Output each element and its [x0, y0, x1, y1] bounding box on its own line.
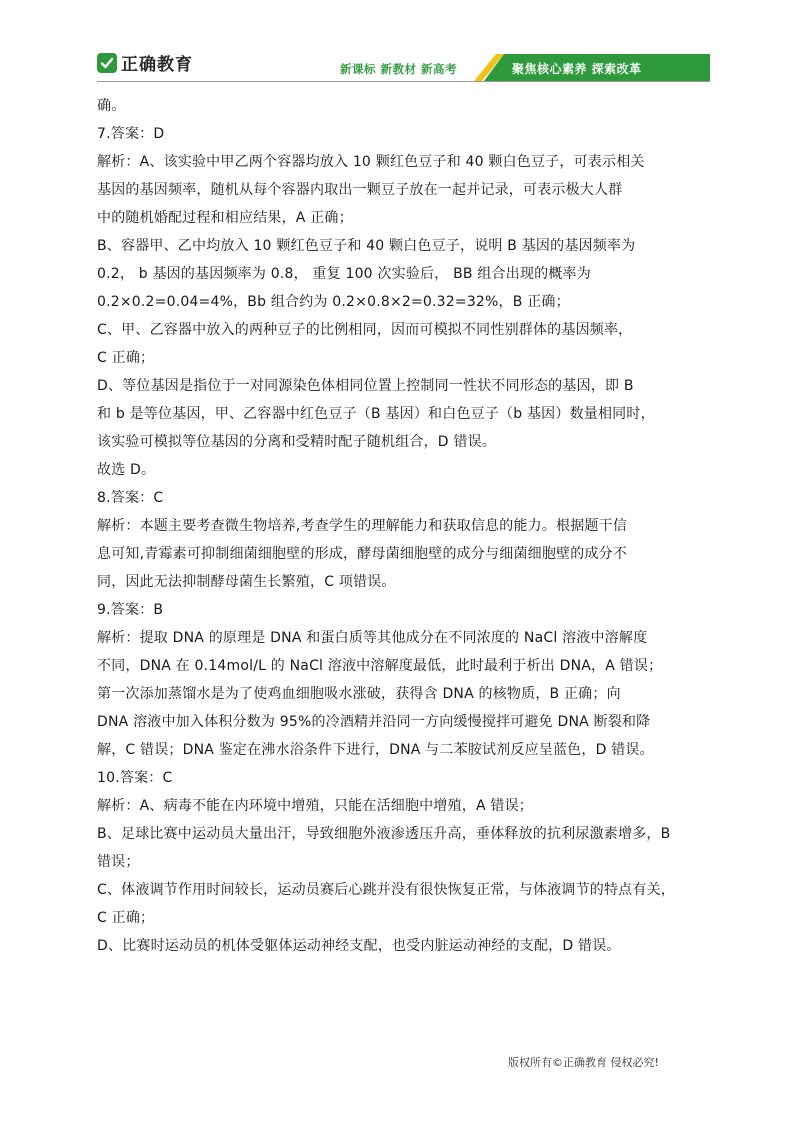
text-line: B、足球比赛中运动员大量出汗，导致细胞外液渗透压升高，垂体释放的抗利尿激素增多，B	[97, 826, 671, 842]
text-line: 10.答案：C	[97, 770, 173, 786]
text-line: C、体液调节作用时间较长，运动员赛后心跳并没有很快恢复正常，与体液调节的特点有关，	[97, 882, 675, 898]
text-line: 0.2， b 基因的基因频率为 0.8， 重复 100 次实验后， BB 组合出现的概率为	[97, 266, 591, 282]
text-line: 基因的基因频率，随机从每个容器内取出一颗豆子放在一起并记录，可表示极大人群	[97, 182, 623, 198]
text-line: C 正确；	[97, 350, 155, 366]
checkmark-icon	[97, 53, 117, 73]
text-line: 解析：提取 DNA 的原理是 DNA 和蛋白质等其他成分在不同浓度的 NaCl 溶液中溶解度	[97, 630, 648, 646]
text-line: 解析：A、病毒不能在内环境中增殖，只能在活细胞中增殖，A 错误；	[97, 798, 534, 814]
footer-copyright: 版权所有©正确教育 侵权必究!	[508, 1056, 659, 1069]
text-line: C、甲、乙容器中放入的两种豆子的比例相同，因而可模拟不同性别群体的基因频率，	[97, 322, 633, 338]
page-header	[0, 0, 800, 90]
text-line: 解析：本题主要考查微生物培养,考查学生的理解能力和获取信息的能力。根据题干信	[97, 518, 628, 534]
text-line: 故选 D。	[97, 462, 156, 478]
text-line: 解析：A、该实验中甲乙两个容器均放入 10 颗红色豆子和 40 颗白色豆子，可表示相关	[97, 154, 645, 170]
text-line: 不同，DNA 在 0.14mol/L 的 NaCl 溶液中溶解度最低，此时最利于析出 DNA，A 错误；	[97, 658, 663, 674]
text-line: 第一次添加蒸馏水是为了使鸡血细胞吸水涨破，获得含 DNA 的核物质，B 正确；向	[97, 686, 621, 702]
text-line: B、容器甲、乙中均放入 10 颗红色豆子和 40 颗白色豆子，说明 B 基因的基因频率为	[97, 238, 636, 254]
text-line: 7.答案：D	[97, 126, 165, 142]
text-line: 解，C 错误；DNA 鉴定在沸水浴条件下进行，DNA 与二苯胺试剂反应呈蓝色，D 错误。	[97, 742, 654, 758]
slogan-banner	[474, 54, 710, 81]
text-line: DNA 溶液中加入体积分数为 95%的冷酒精并沿同一方向缓慢搅拌可避免 DNA 断裂和降	[97, 714, 651, 730]
text-line: 息可知,青霉素可抑制细菌细胞壁的形成，酵母菌细胞壁的成分与细菌细胞壁的成分不	[97, 546, 628, 562]
text-line: 0.2×0.2=0.04=4%，Bb 组合约为 0.2×0.8×2=0.32=32%，B 正确；	[97, 294, 570, 310]
text-line: D、等位基因是指位于一对同源染色体相同位置上控制同一性状不同形态的基因，即 B	[97, 378, 634, 394]
text-line: 确。	[97, 98, 126, 114]
slogan-right: 聚焦核心素养 探索改革	[512, 62, 642, 76]
text-line: 9.答案：B	[97, 602, 164, 618]
text-line: 同，因此无法抑制酵母菌生长繁殖，C 项错误。	[97, 574, 396, 590]
text-line: 中的随机婚配过程和相应结果，A 正确；	[97, 210, 353, 226]
text-line: D、比赛时运动员的机体受躯体运动神经支配，也受内脏运动神经的支配，D 错误。	[97, 938, 621, 954]
text-line: 和 b 是等位基因，甲、乙容器中红色豆子（B 基因）和白色豆子（b 基因）数量相同时，	[97, 406, 655, 422]
header-divider	[97, 81, 710, 82]
text-line: C 正确；	[97, 910, 155, 926]
text-line: 错误；	[97, 854, 140, 870]
logo-text: 正确教育	[121, 55, 193, 75]
text-line: 该实验可模拟等位基因的分离和受精时配子随机组合，D 错误。	[97, 434, 497, 450]
document-body	[97, 92, 715, 960]
text-line: 8.答案：C	[97, 490, 164, 506]
slogan-left: 新课标 新教材 新高考	[340, 62, 458, 76]
logo	[97, 50, 193, 75]
